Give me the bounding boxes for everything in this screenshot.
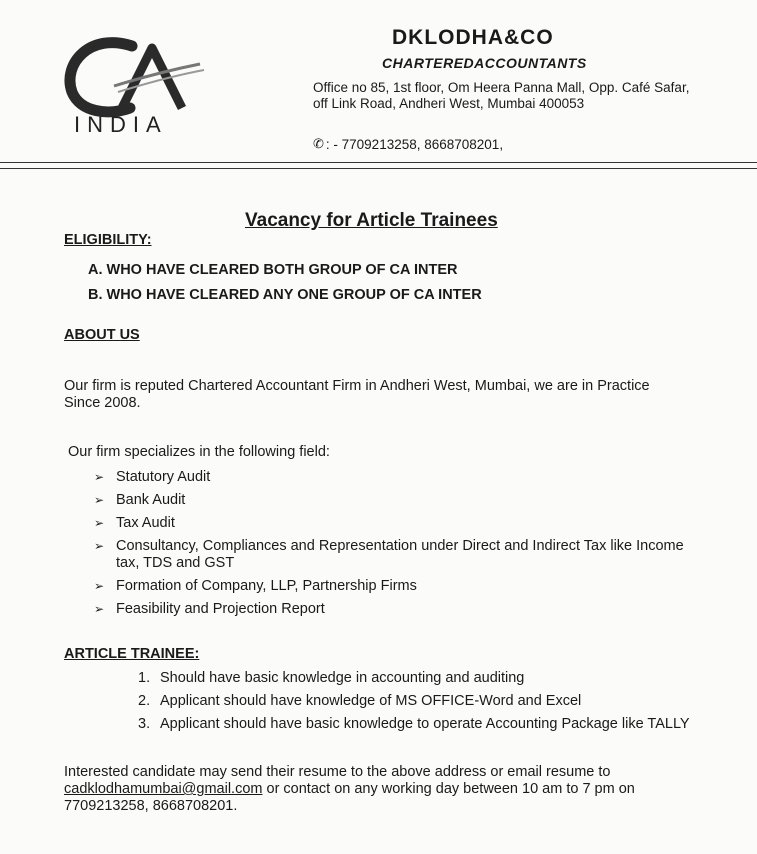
contact-prefix: Interested candidate may send their resume to the above address or email resume to xyxy=(64,764,611,780)
specialization-intro: Our firm specializes in the following field: xyxy=(68,444,330,460)
eligibility-heading: ELIGIBILITY: xyxy=(64,232,152,248)
contact-suffix: or contact on any working day between 10 am to 7 pm on 7709213258, 8668708201. xyxy=(64,781,635,814)
arrow-bullet-icon: ➢ xyxy=(94,470,105,484)
page-title: Vacancy for Article Trainees xyxy=(245,210,498,231)
list-item: 3. Applicant should have basic knowledge to operate Accounting Package like TALLY xyxy=(138,716,690,732)
list-item: ➢ Feasibility and Projection Report xyxy=(94,601,325,617)
list-item: ➢ Formation of Company, LLP, Partnership Firms xyxy=(94,578,417,594)
arrow-bullet-icon: ➢ xyxy=(94,602,105,616)
phone-row xyxy=(313,136,503,152)
firm-subtitle: CHARTEREDACCOUNTANTS xyxy=(382,55,587,71)
list-item: ➢ Statutory Audit xyxy=(94,469,211,485)
list-item: 1. Should have basic knowledge in accounting and auditing xyxy=(138,670,525,686)
arrow-bullet-icon: ➢ xyxy=(94,516,105,530)
header-divider-bottom xyxy=(0,168,757,169)
arrow-bullet-icon: ➢ xyxy=(94,539,105,553)
header-divider-top xyxy=(0,162,757,163)
logo-india-text: INDIA xyxy=(74,112,168,137)
eligibility-item-b: B. WHO HAVE CLEARED ANY ONE GROUP OF CA INTER xyxy=(88,287,482,303)
email-link[interactable]: cadklodhamumbai@gmail.com xyxy=(64,781,263,797)
requirements-list xyxy=(138,670,698,739)
about-heading: ABOUT US xyxy=(64,327,140,343)
phone-icon: ✆ xyxy=(313,136,324,151)
about-text: Our firm is reputed Chartered Accountant Firm in Andheri West, Mumbai, we are in Practice Since 2008. xyxy=(64,378,650,411)
contact-paragraph xyxy=(64,764,714,815)
list-item: ➢ Bank Audit xyxy=(94,492,186,508)
specialization-list xyxy=(90,469,710,624)
list-item: ➢ Consultancy, Compliances and Representation under Direct and Indirect Tax like Income tax, TDS and GST xyxy=(94,538,684,571)
list-item: ➢ Tax Audit xyxy=(94,515,175,531)
list-item: 2. Applicant should have knowledge of MS OFFICE-Word and Excel xyxy=(138,693,582,709)
arrow-bullet-icon: ➢ xyxy=(94,579,105,593)
article-trainee-heading: ARTICLE TRAINEE: xyxy=(64,646,200,662)
firm-address: Office no 85, 1st floor, Om Heera Panna Mall, Opp. Café Safar, off Link Road, Andheri West, Mumbai 400053 xyxy=(313,80,690,111)
phone-numbers: : - 7709213258, 8668708201, xyxy=(325,136,504,152)
eligibility-item-a: A. WHO HAVE CLEARED BOTH GROUP OF CA INTER xyxy=(88,262,458,278)
firm-name: DKLODHA&CO xyxy=(392,26,554,49)
arrow-bullet-icon: ➢ xyxy=(94,493,105,507)
